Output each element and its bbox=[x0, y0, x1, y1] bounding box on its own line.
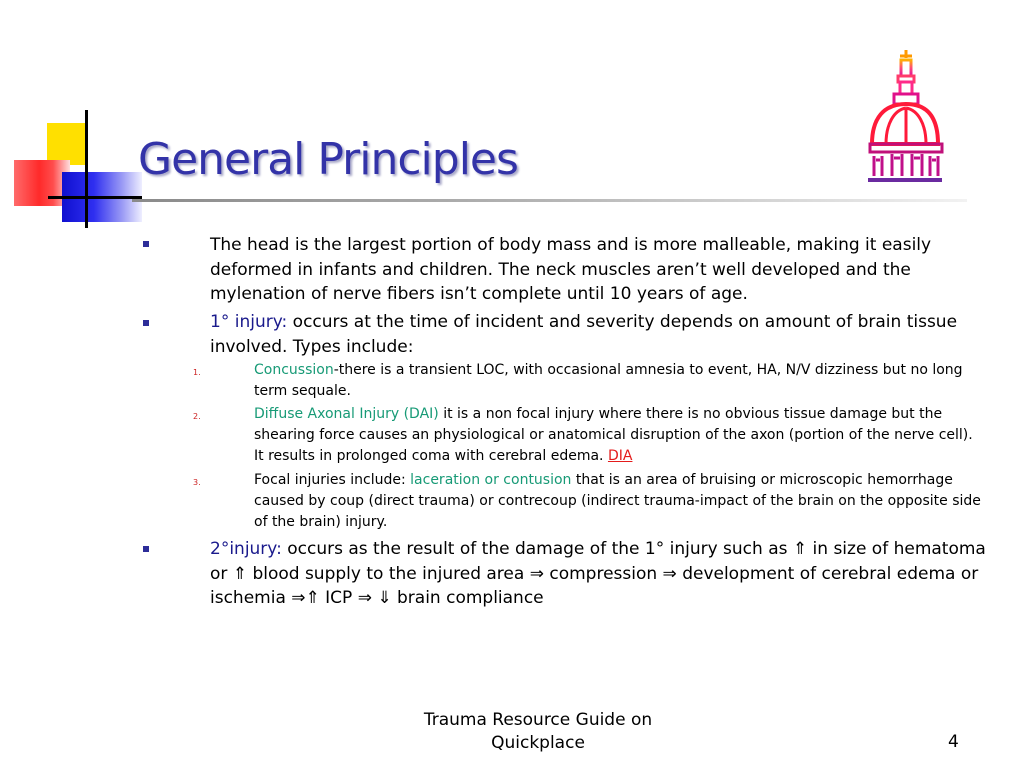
primary-injury-label: 1° injury: bbox=[210, 312, 288, 332]
bullet-text: occurs as the result of the damage of the 1° injury such as ⇑ in size of hematoma or ⇑ blood supply to the injured area ⇒ compression ⇒ development of cerebral edema or ischemia ⇒⇑ ICP ⇒ ⇓ brain compliance bbox=[210, 539, 986, 608]
list-item bbox=[254, 360, 984, 402]
secondary-injury-label: 2°injury: bbox=[210, 539, 282, 559]
page-number: 4 bbox=[948, 732, 959, 752]
bullet-text: occurs at the time of incident and severity depends on amount of brain tissue involved. Types include: bbox=[210, 312, 958, 357]
list-item-text: -there is a transient LOC, with occasional amnesia to event, HA, N/V dizziness but no long term sequale. bbox=[254, 362, 963, 399]
list-item bbox=[254, 470, 984, 533]
list-item bbox=[254, 404, 984, 467]
bullet-text: The head is the largest portion of body mass and is more malleable, making it easily deformed in infants and children. The neck muscles aren’t well developed and the mylenation of nerve fibers isn’t complete until 10 years of age. bbox=[210, 235, 932, 304]
square-bullet bbox=[143, 241, 149, 247]
bullet-item bbox=[210, 233, 988, 307]
footer-caption bbox=[418, 709, 658, 755]
list-item-text: that is an area of bruising or microscopic hemorrhage caused by coup (direct trauma) or contrecoup (indirect trauma-impact of the brain on the opposite side of the brain) injury. bbox=[254, 472, 981, 530]
list-item-prefix: Focal injuries include: bbox=[254, 472, 411, 488]
list-number: 2. bbox=[193, 412, 201, 421]
list-item-text: it is a non focal injury where there is no obvious tissue damage but the shearing force causes an physiological or anatomical disruption of the axon (portion of the nerve cell). It results in prolonged coma with cerebral edema. bbox=[254, 406, 973, 464]
square-bullet bbox=[143, 546, 149, 552]
dai-term: Diffuse Axonal Injury (DAI) bbox=[254, 406, 439, 422]
slide-title: General Principles bbox=[138, 134, 518, 185]
concussion-term: Concussion bbox=[254, 362, 334, 378]
list-number: 1. bbox=[193, 368, 201, 377]
bullet-item bbox=[210, 310, 988, 359]
list-number: 3. bbox=[193, 478, 201, 487]
footer-line-2: Quickplace bbox=[491, 733, 585, 753]
dia-link[interactable]: DIA bbox=[607, 448, 633, 464]
laceration-term: laceration or contusion bbox=[410, 472, 572, 488]
square-bullet bbox=[143, 320, 149, 326]
bullet-item bbox=[210, 537, 988, 611]
footer-line-1: Trauma Resource Guide on bbox=[423, 710, 653, 730]
